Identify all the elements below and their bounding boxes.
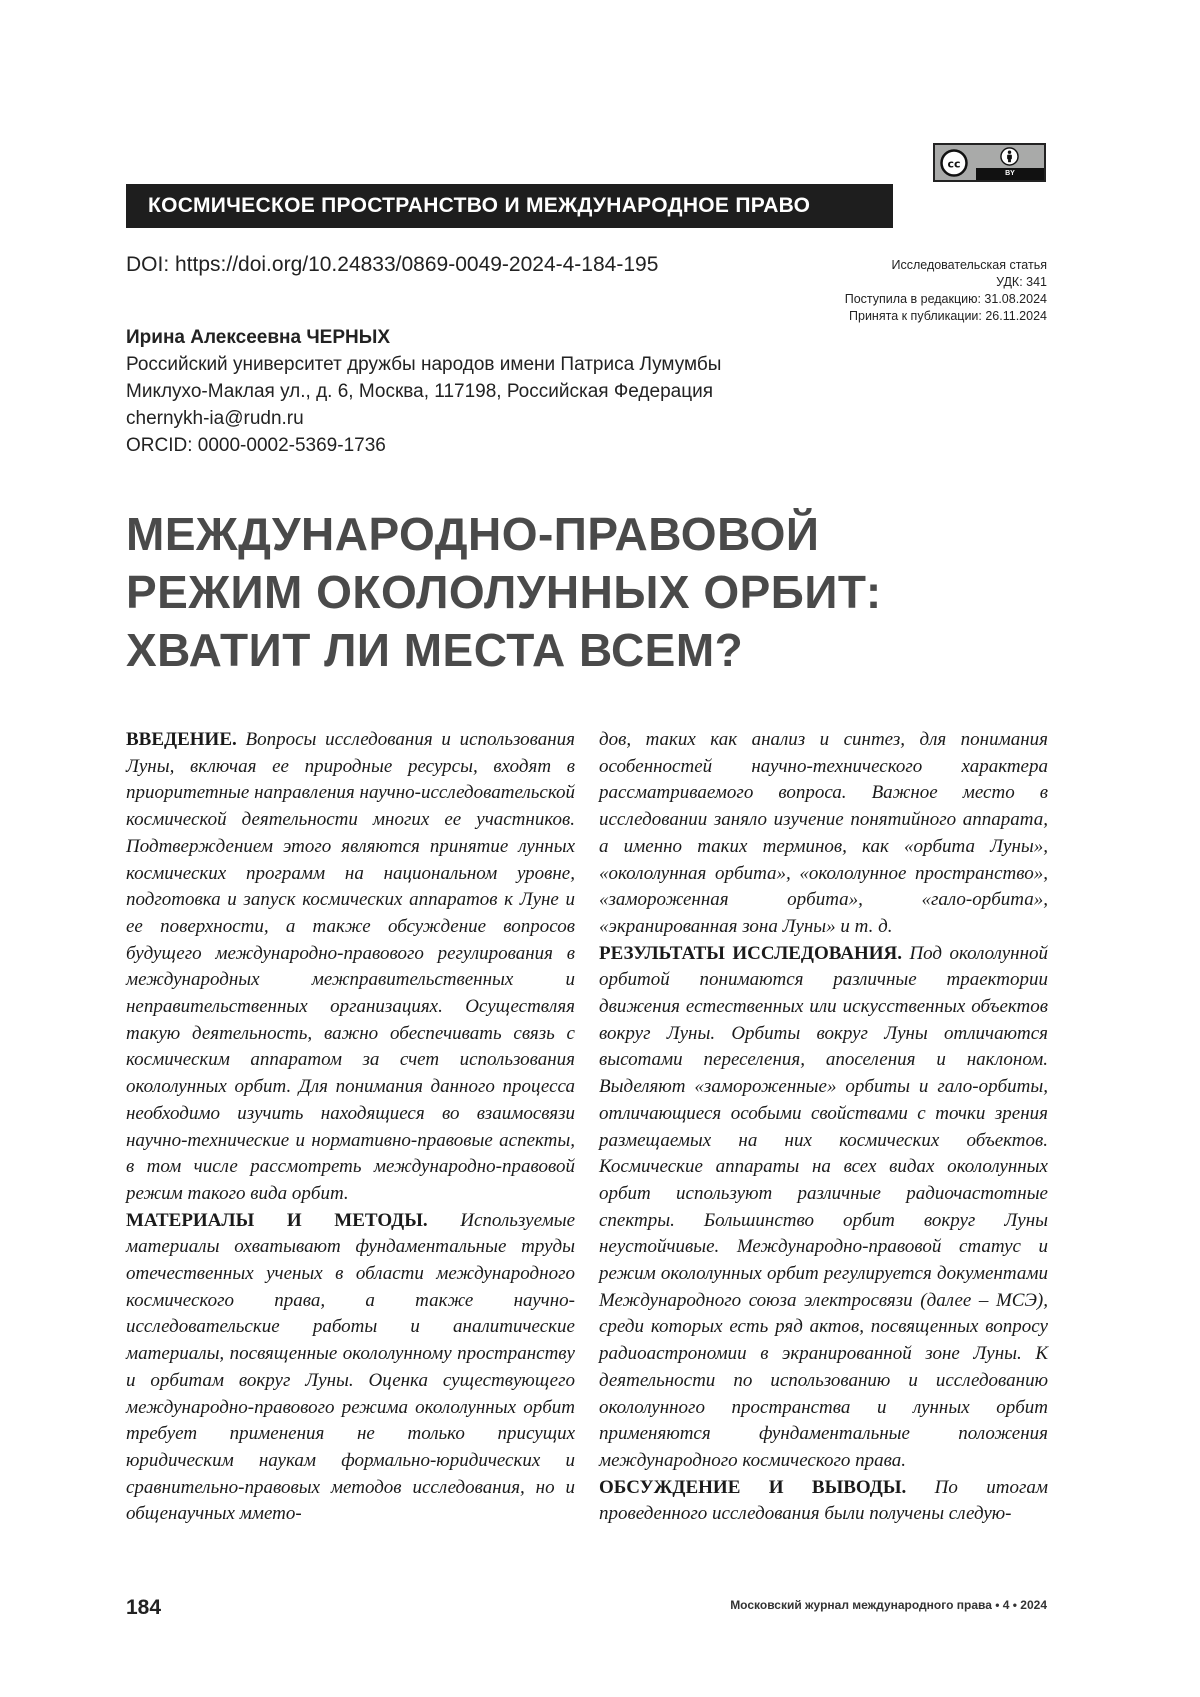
svg-text:cc: cc	[947, 158, 960, 171]
accepted-date: Принята к публикации: 26.11.2024	[687, 308, 1047, 325]
cc-by-label: BY	[976, 168, 1044, 180]
article-title	[126, 505, 1026, 679]
abstract-column-left	[126, 727, 575, 1528]
intro-heading: ВВЕДЕНИЕ.	[126, 729, 237, 750]
cc-icon	[940, 149, 968, 177]
author-orcid[interactable]: ORCID: 0000-0002-5369-1736	[126, 432, 721, 459]
cc-by-license-badge	[933, 143, 1046, 182]
intro-paragraph	[126, 727, 575, 1208]
author-name: Ирина Алексеевна ЧЕРНЫХ	[126, 324, 721, 351]
discussion-heading: ОБСУЖДЕНИЕ И ВЫВОДЫ.	[599, 1477, 906, 1498]
attribution-person-icon	[1000, 147, 1019, 166]
doi-link[interactable]: DOI: https://doi.org/10.24833/0869-0049-2024-4-184-195	[126, 253, 658, 277]
journal-name: Московский журнал международного права • 4 • 2024	[730, 1598, 1047, 1612]
section-banner: КОСМИЧЕСКОЕ ПРОСТРАНСТВО И МЕЖДУНАРОДНОЕ ПРАВО	[126, 184, 893, 228]
udk-code: УДК: 341	[687, 274, 1047, 291]
title-line: МЕЖДУНАРОДНО-ПРАВОВОЙ	[126, 505, 1026, 563]
author-email[interactable]: chernykh-ia@rudn.ru	[126, 405, 721, 432]
methods-heading: МАТЕРИАЛЫ И МЕТОДЫ.	[126, 1210, 428, 1231]
author-address: Миклухо-Маклая ул., д. 6, Москва, 117198, Российская Федерация	[126, 378, 721, 405]
title-line: ХВАТИТ ЛИ МЕСТА ВСЕМ?	[126, 621, 1026, 679]
author-affiliation: Российский университет дружбы народов имени Патриса Лумумбы	[126, 351, 721, 378]
methods-text: Используемые материалы охватывают фундаментальные труды отечественных ученых в области международного космического права, а также научно-исследовательские работы и аналитические материалы, посвященные окололунному пространству и орбитам вокруг Луны. Оценка существующего международно-правового режима окололунных орбит требует применения не только присущих юридическим наукам формально-юридических и сравнительно-правовых методов исследования, но и общенаучных ммето-	[126, 1210, 575, 1525]
discussion-paragraph	[599, 1475, 1048, 1528]
methods-paragraph-start	[126, 1208, 575, 1528]
title-line: РЕЖИМ ОКОЛОЛУННЫХ ОРБИТ:	[126, 563, 1026, 621]
results-paragraph	[599, 941, 1048, 1475]
intro-text: Вопросы исследования и использования Луны, включая ее природные ресурсы, входят в приоритетные направления научно-исследовательской космической деятельности многих ее участников. Подтверждением этого являются принятие лунных космических программ на национальном уровне, подготовка и запуск космических аппаратов к Луне и ее поверхности, а также обсуждение вопросов будущего международно-правового регулирования в международных межправительственных и неправительственных организациях. Осуществляя такую деятельность, важно обеспечивать связь с космическим аппаратом за счет использования окололунных орбит. Для понимания данного процесса необходимо изучить находящиеся во взаимосвязи научно-технические и нормативно-правовые аспекты, в том числе рассмотреть международно-правовой режим такого вида орбит.	[126, 729, 575, 1204]
author-block	[126, 324, 721, 459]
page-number: 184	[126, 1596, 161, 1620]
discussion-text: По итогам проведенного исследования были получены следую-	[599, 1477, 1048, 1525]
results-text: Под окололунной орбитой понимаются различные траектории движения естественных или искусственных объектов вокруг Луны. Орбиты вокруг Луны отличаются высотами переселения, апоселения и наклоном. Выделяют «замороженные» орбиты и гало-орбиты, отличающиеся особыми свойствами с точки зрения размещаемых на них космических объектов. Космические аппараты на всех видах окололунных орбит используют различные радиочастотные спектры. Большинство орбит вокруг Луны неустойчивые. Международно-правовой статус и режим окололунных орбит регулируется документами Международного союза электросвязи (далее – МСЭ), среди которых есть ряд актов, посвященных вопросу радиоастрономии в экранированной зоне Луны. К деятельности по использованию и исследованию окололунного пространства и лунных орбит применяются фундаментальные положения международного космического права.	[599, 943, 1048, 1471]
abstract-column-right	[599, 727, 1048, 1528]
article-type: Исследовательская статья	[687, 257, 1047, 274]
methods-paragraph-continued: дов, таких как анализ и синтез, для понимания особенностей научно-технического характера рассматриваемого вопроса. Важное место в исследовании заняло изучение понятийного аппарата, а именно таких терминов, как «орбита Луны», «окололунная орбита», «окололунное пространство», «замороженная орбита», «гало-орбита», «экранированная зона Луны» и т. д.	[599, 727, 1048, 941]
received-date: Поступила в редакцию: 31.08.2024	[687, 291, 1047, 308]
results-heading: РЕЗУЛЬТАТЫ ИССЛЕДОВАНИЯ.	[599, 943, 902, 964]
article-meta	[687, 257, 1047, 325]
